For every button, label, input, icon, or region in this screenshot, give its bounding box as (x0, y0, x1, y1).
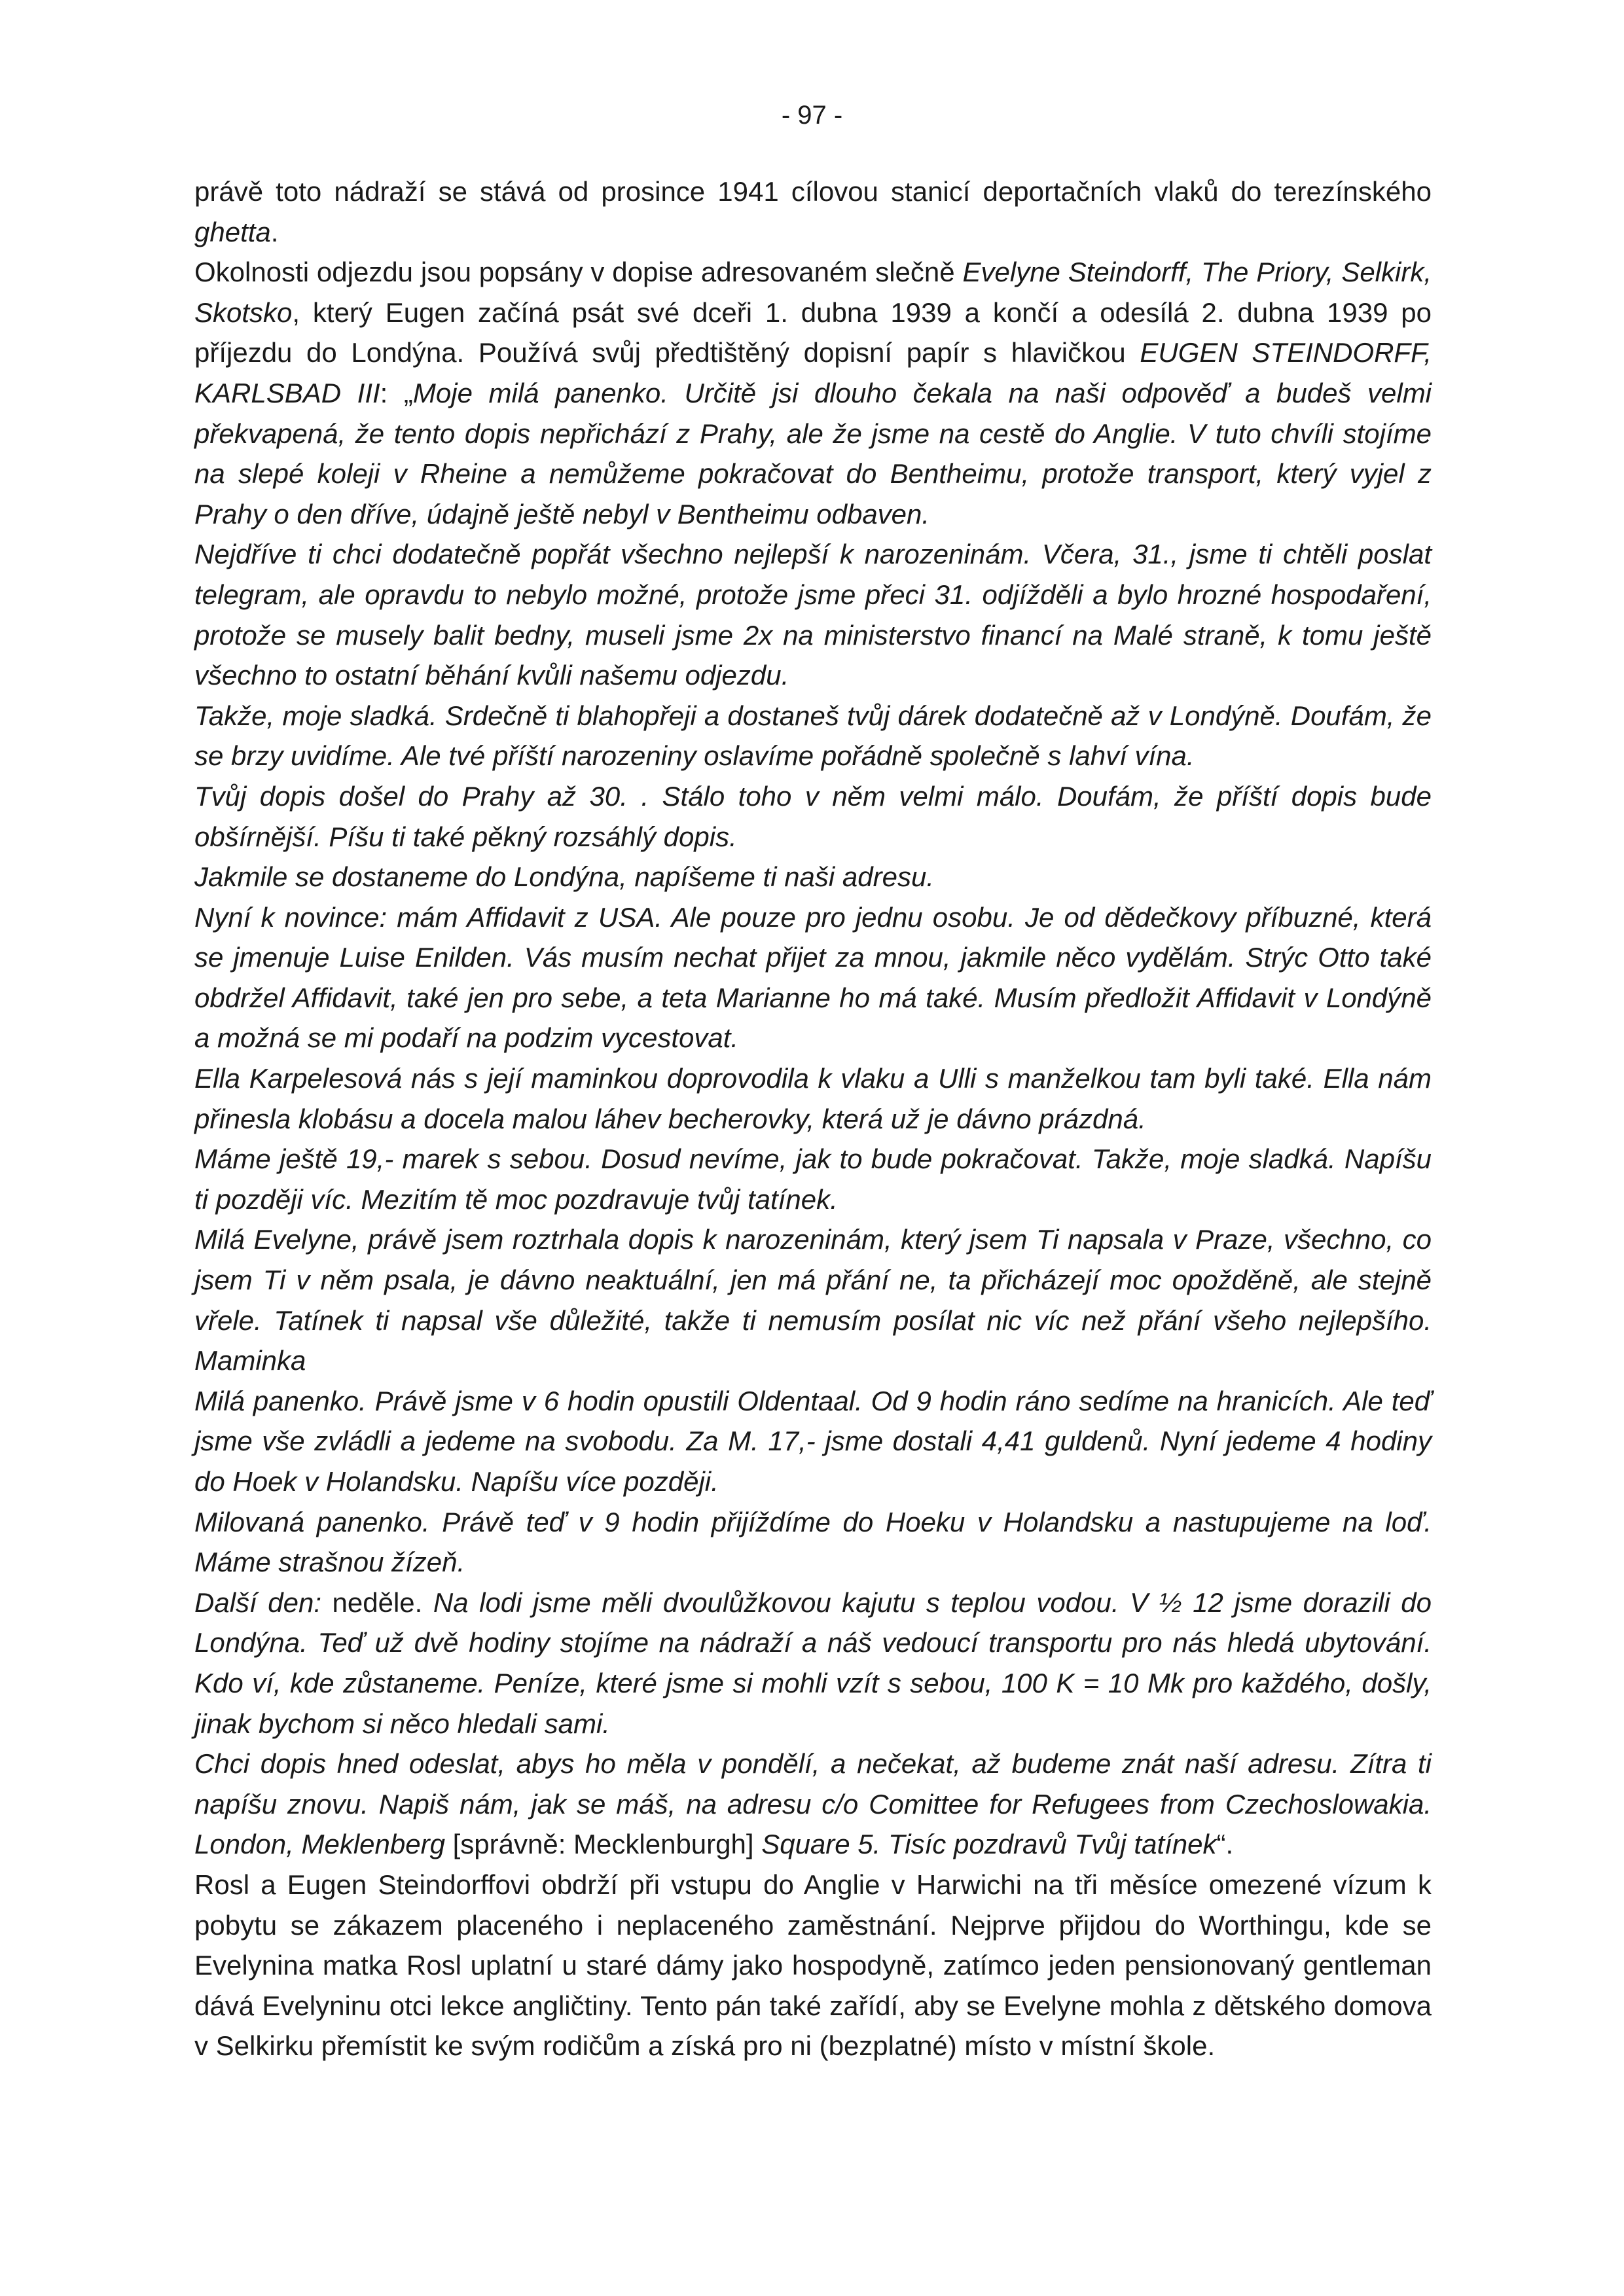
body-text (194, 171, 1432, 2066)
text-segment: Milá panenko. Právě jsme v 6 hodin opustili Oldentaal. Od 9 hodin ráno sedíme na hranicích. Ale teď jsme vše zvládli a jedeme na svobodu. Za M. 17,- jsme dostali 4,41 guldenů. Nyní jedeme 4 hodiny do Hoek v Holandsku. Napíšu více později. (194, 1385, 1432, 1497)
text-segment: Moje milá panenko. Určitě jsi dlouho čekala na naši odpověď a budeš velmi překvapená, že tento dopis nepřichází z Prahy, ale že jsme na cestě do Anglie. V tuto chvíli stojíme na slepé koleji v Rheine a nemůžeme pokračovat do Bentheimu, protože transport, který vyjel z Prahy o den dříve, údajně ještě nebyl v Bentheimu odbaven. (194, 377, 1432, 529)
text-segment: Ella Karpelesová nás s její maminkou doprovodila k vlaku a Ulli s manželkou tam byli také. Ella nám přinesla klobásu a docela malou láhev becherovky, která už je dávno prázdná. (194, 1063, 1432, 1134)
text-segment: Jakmile se dostaneme do Londýna, napíšeme ti naši adresu. (194, 861, 935, 893)
text-segment: , který Eugen začíná psát své dceři 1. dubna 1939 a končí a odesílá 2. dubna 1939 po příjezdu do Londýna. Používá svůj předtištěný dopisní papír s hlavičkou (194, 296, 1432, 368)
text-segment: ghetta (194, 216, 271, 247)
paragraph-7 (194, 897, 1432, 1058)
page-number: - 97 - (781, 101, 843, 130)
paragraph-12 (194, 1502, 1432, 1583)
paragraph-1 (194, 171, 1432, 252)
text-segment: EUGEN STEINDORFF, KARLSBAD III (194, 337, 1432, 408)
text-segment: . (270, 216, 279, 247)
text-segment: neděle. (332, 1587, 433, 1618)
text-segment: Rosl a Eugen Steindorffovi obdrží při vstupu do Anglie v Harwichi na tři měsíce omezené vízum k pobytu se zákazem placeného i neplaceného zaměstnání. Nejprve přijdou do Worthingu, kde se Evelynina matka Rosl uplatní u staré dámy jako hospodyně, zatímco jeden pensionovaný gentleman dává Evelyninu otci lekce angličtiny. Tento pán také zařídí, aby se Evelyne mohla z dětského domova v Selkirku přemístit ke svým rodičům a získá pro ni (bezplatné) místo v místní škole. (194, 1869, 1432, 2062)
text-segment: Milá Evelyne, právě jsem roztrhala dopis k narozeninám, který jsem Ti napsala v Praze, všechno, co jsem Ti v něm psala, je dávno neaktuální, jen má přání ne, ta přicházejí moc opožděně, ale stejně vřele. Tatínek ti napsal vše důležité, takže ti nemusím posílat nic víc než přání všeho nejlepšího. Maminka (194, 1224, 1432, 1376)
text-segment: Nejdříve ti chci dodatečně popřát všechno nejlepší k narozeninám. Včera, 31., jsme ti chtěli poslat telegram, ale opravdu to nebylo možné, protože jsme přeci 31. odjížděli a bylo hrozné hospodaření, protože se musely balit bedny, museli jsme 2x na ministerstvo financí na Malé straně, k tomu ještě všechno to ostatní běhání kvůli našemu odjezdu. (194, 539, 1432, 691)
paragraph-11 (194, 1381, 1432, 1502)
paragraph-2 (194, 252, 1432, 534)
text-segment: Nyní k novince: mám Affidavit z USA. Ale pouze pro jednu osobu. Je od dědečkovy příbuzné, která se jmenuje Luise Enilden. Vás musím nechat přijet za mnou, jakmile něco vydělám. Strýc Otto také obdržel Affidavit, také jen pro sebe, a teta Marianne ho má také. Musím předložit Affidavit v Londýně a možná se mi podaří na podzim vycestovat. (194, 901, 1432, 1054)
text-segment: Takže, moje sladká. Srdečně ti blahopřeji a dostaneš tvůj dárek dodatečně až v Londýně. Doufám, že se brzy uvidíme. Ale tvé příští narozeniny oslavíme pořádně společně s lahví vína. (194, 700, 1432, 772)
text-segment: Další den: (194, 1587, 333, 1618)
paragraph-5 (194, 776, 1432, 857)
text-segment: Tvůj dopis došel do Prahy až 30. . Stálo toho v něm velmi málo. Doufám, že příští dopis bude obšírnější. Píšu ti také pěkný rozsáhlý dopis. (194, 780, 1432, 852)
text-segment: Chci dopis hned odeslat, abys ho měla v pondělí, a nečekat, až budeme znát naší adresu. Zítra ti napíšu znovu. Napiš nám, jak se máš, na adresu c/o Comittee for Refugees from Czechoslowakia. London, Meklenberg (194, 1748, 1432, 1860)
paragraph-14 (194, 1744, 1432, 1865)
text-segment: [správně: Mecklenburgh] (452, 1829, 762, 1860)
paragraph-6 (194, 857, 1432, 897)
paragraph-15 (194, 1865, 1432, 2066)
paragraph-9 (194, 1139, 1432, 1219)
paragraph-8 (194, 1058, 1432, 1139)
text-segment: : „ (380, 377, 413, 408)
text-segment: Na lodi jsme měli dvoulůžkovou kajutu s teplou vodou. V ½ 12 jsme dorazili do Londýna. Teď už dvě hodiny stojíme na nádraží a náš vedoucí transportu pro nás hledá ubytování. Kdo ví, kde zůstaneme. Peníze, které jsme si mohli vzít s sebou, 100 K = 10 Mk pro každého, došly, jinak bychom si něco hledali sami. (194, 1587, 1432, 1739)
text-segment: Milovaná panenko. Právě teď v 9 hodin přijíždíme do Hoeku v Holandsku a nastupujeme na loď. Máme strašnou žízeň. (194, 1506, 1432, 1578)
paragraph-13 (194, 1583, 1432, 1744)
text-segment: Square 5. Tisíc pozdravů Tvůj tatínek (761, 1829, 1217, 1860)
paragraph-3 (194, 534, 1432, 695)
paragraph-4 (194, 696, 1432, 776)
text-segment: právě toto nádraží se stává od prosince 1941 cílovou stanicí deportačních vlaků do terezínského (194, 176, 1432, 207)
text-segment: Okolnosti odjezdu jsou popsány v dopise adresovaném slečně (194, 257, 963, 288)
paragraph-10 (194, 1219, 1432, 1380)
text-segment: Máme ještě 19,- marek s sebou. Dosud nevíme, jak to bude pokračovat. Takže, moje sladká. Napíšu ti později víc. Mezitím tě moc pozdravuje tvůj tatínek. (194, 1143, 1432, 1215)
text-segment: Evelyne Steindorff, The Priory, Selkirk, Skotsko (194, 257, 1432, 328)
text-segment: “. (1216, 1829, 1234, 1860)
